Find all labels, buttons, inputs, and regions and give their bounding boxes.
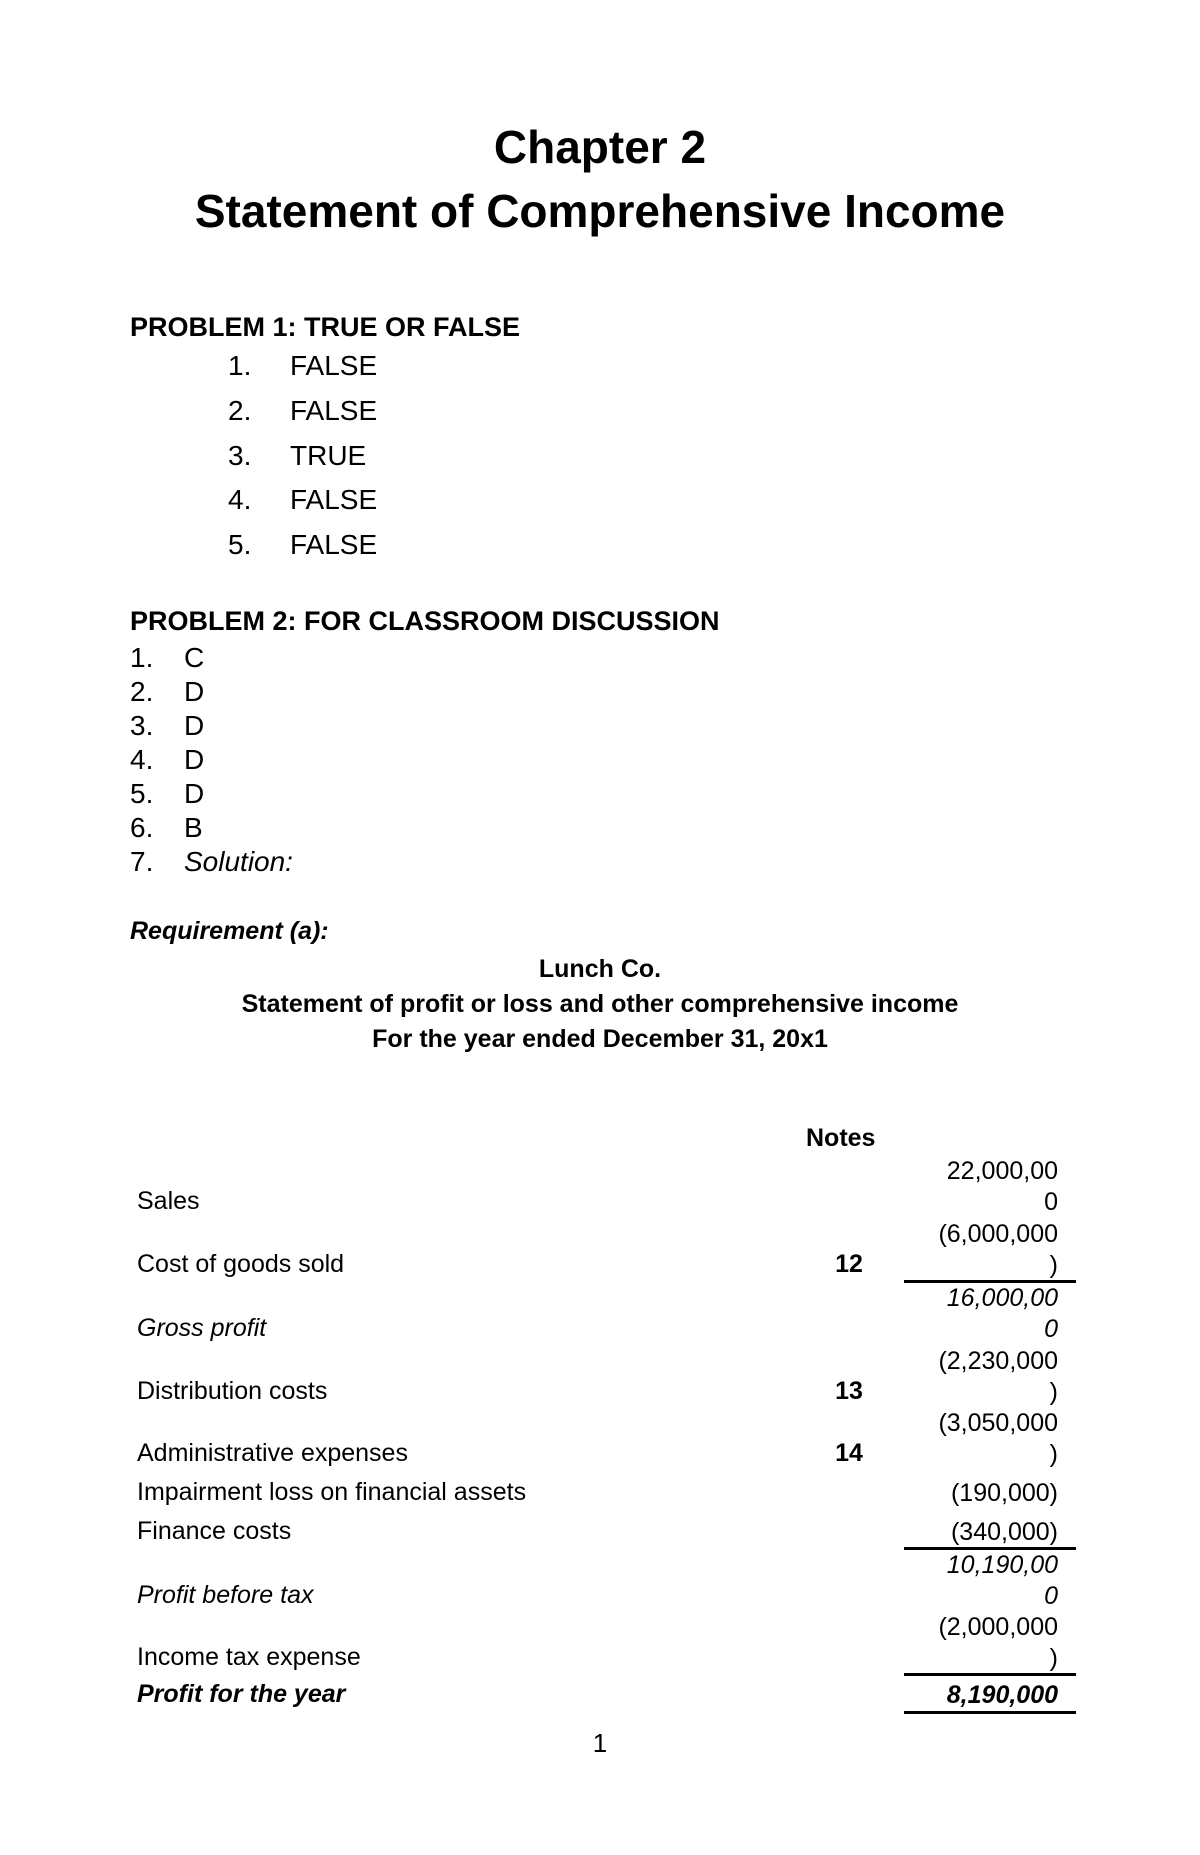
row-amount-tax: (2,000,000 ) bbox=[938, 1613, 1058, 1672]
row-amount-distribution: (2,230,000 ) bbox=[938, 1347, 1058, 1406]
row-amount-finance: (340,000) bbox=[950, 1518, 1058, 1546]
row-label-gross-profit: Gross profit bbox=[137, 1314, 267, 1342]
row-label-pbt: Profit before tax bbox=[137, 1581, 314, 1609]
chapter-subtitle: Statement of Comprehensive Income bbox=[194, 185, 1006, 237]
list-item: 5. FALSE bbox=[228, 529, 378, 560]
row-amount-profit-year: 8,190,000 bbox=[946, 1681, 1058, 1709]
row-label-distribution: Distribution costs bbox=[137, 1377, 328, 1405]
statement-name: Statement of profit or loss and other comprehensive income bbox=[241, 990, 959, 1018]
list-item: 2. FALSE bbox=[228, 395, 378, 426]
row-label-profit-year: Profit for the year bbox=[137, 1680, 346, 1708]
list-item: 2. D bbox=[130, 676, 205, 707]
row-note-admin: 14 bbox=[835, 1439, 863, 1467]
list-item: 1. C bbox=[130, 642, 205, 673]
list-item: 6. B bbox=[130, 812, 203, 843]
row-note-cogs: 12 bbox=[835, 1250, 863, 1278]
row-amount-sales: 22,000,00 0 bbox=[946, 1157, 1058, 1216]
row-amount-gross-profit: 16,000,00 0 bbox=[946, 1284, 1058, 1343]
row-label-admin: Administrative expenses bbox=[137, 1439, 408, 1467]
total-double-rule bbox=[904, 1711, 1076, 1714]
row-label-tax: Income tax expense bbox=[137, 1643, 361, 1671]
list-item: 3. TRUE bbox=[228, 440, 367, 471]
row-note-distribution: 13 bbox=[835, 1377, 863, 1405]
row-label-sales: Sales bbox=[137, 1187, 200, 1215]
problem1-heading: PROBLEM 1: TRUE OR FALSE bbox=[130, 312, 521, 342]
notes-column-header: Notes bbox=[806, 1124, 876, 1152]
row-amount-impairment: (190,000) bbox=[950, 1479, 1058, 1507]
row-amount-admin: (3,050,000 ) bbox=[938, 1409, 1058, 1468]
list-item: 1. FALSE bbox=[228, 350, 378, 381]
subtotal-rule bbox=[904, 1673, 1076, 1676]
row-label-finance: Finance costs bbox=[137, 1517, 292, 1545]
requirement-label: Requirement (a): bbox=[130, 917, 329, 945]
list-item: 4. D bbox=[130, 744, 205, 775]
chapter-title: Chapter 2 bbox=[493, 121, 707, 173]
row-amount-pbt: 10,190,00 0 bbox=[946, 1551, 1058, 1610]
row-label-impairment: Impairment loss on financial assets bbox=[137, 1478, 527, 1506]
problem2-heading: PROBLEM 2: FOR CLASSROOM DISCUSSION bbox=[130, 606, 720, 636]
list-item: 7. Solution: bbox=[130, 846, 293, 877]
page-number: 1 bbox=[592, 1728, 608, 1758]
company-name: Lunch Co. bbox=[538, 955, 662, 983]
row-label-cogs: Cost of goods sold bbox=[137, 1250, 345, 1278]
statement-period: For the year ended December 31, 20x1 bbox=[372, 1025, 828, 1053]
row-amount-cogs: (6,000,000 ) bbox=[938, 1220, 1058, 1279]
list-item: 4. FALSE bbox=[228, 484, 378, 515]
list-item: 5. D bbox=[130, 778, 205, 809]
list-item: 3. D bbox=[130, 710, 205, 741]
